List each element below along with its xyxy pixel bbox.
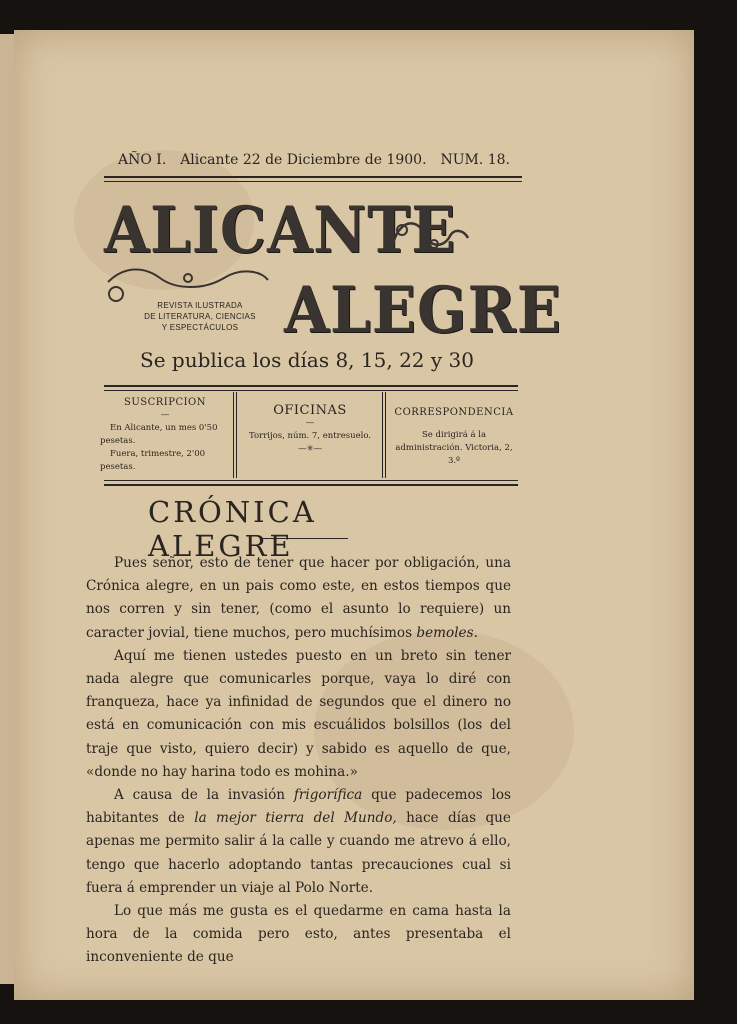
correspondence-line-1: Se dirigirá á la administración. Victoria, 2, 3.º xyxy=(395,430,513,466)
paragraph-2: Aquí me tienen ustedes puesto en un breto sin tener nada alegre que comunicarles porque, vaya lo diré con franqueza, hace ya infinidad de segundos que el dinero no está en comunicación con mis escuálidos bolsillos (los del traje que visto, quiero decir) y sabido es aquello de que, «donde no hay harina todo es mohina.» xyxy=(86,647,511,780)
offices-box: OFICINAS — Torrijos, núm. 7, entresuelo. —✳— xyxy=(240,404,380,456)
correspondence-box xyxy=(392,406,516,468)
masthead-title-line2: ALEGRE xyxy=(284,272,562,348)
info-bottom-rule-thin xyxy=(104,480,518,481)
subscription-line-2: Fuera, trimestre, 2'00 pesetas. xyxy=(100,449,206,472)
subscription-line-1: En Alicante, un mes 0'50 pesetas. xyxy=(100,423,218,446)
divider-1 xyxy=(233,392,234,478)
issue-year: AÑO I. xyxy=(118,152,167,168)
info-bottom-rule xyxy=(104,484,518,486)
subtitle-line-3: Y ESPECTÁCULOS xyxy=(161,323,239,332)
header-rule xyxy=(104,176,522,178)
info-top-rule-thin xyxy=(104,390,518,391)
ornament-flourish-icon xyxy=(388,208,472,260)
publication-schedule: Se publica los días 8, 15, 22 y 30 xyxy=(140,348,474,372)
heading-underline xyxy=(262,538,348,539)
divider-1b xyxy=(236,392,237,478)
subtitle-line-2: DE LITERATURA, CIENCIAS xyxy=(144,312,256,321)
paragraph-3: A causa de la invasión frigorífica que padecemos los habitantes de la mejor tierra del Mundo, hace días que apenas me permito salir á la calle y cuando me atrevo á ello, tengo que hacerlo adoptando tantas precauciones cual si fuera á emprender un viaje al Polo Norte. xyxy=(86,787,511,896)
issue-number: NUM. 18. xyxy=(440,152,510,168)
star-ornament-icon: —✳— xyxy=(297,444,323,454)
subscription-title: SUSCRIPCION xyxy=(123,397,207,408)
subscription-box: SUSCRIPCION — En Alicante, un mes 0'50 pesetas. Fuera, trimestre, 2'00 pesetas. xyxy=(100,396,230,474)
issue-place-date: Alicante 22 de Diciembre de 1900. xyxy=(180,152,427,168)
divider-2 xyxy=(382,392,383,478)
paragraph-4: Lo que más me gusta es el quedarme en cama hasta la hora de la comida pero esto, antes presentaba el inconveniente de que xyxy=(86,903,511,966)
masthead-subtitle xyxy=(120,300,280,333)
masthead-title-line1: ALICANTE xyxy=(104,192,457,268)
info-top-rule xyxy=(104,385,518,387)
issue-header xyxy=(118,152,510,168)
header-rule-thin xyxy=(104,181,522,182)
correspondence-title: CORRESPONDENCIA xyxy=(394,407,514,418)
paragraph-1: Pues señor, esto de tener que hacer por obligación, una Crónica alegre, en un pais como este, en estos tiempos que nos corren y sin tener, (como el asunto lo requiere) un caracter jovial, tiene muchos, pero muchísimos bemoles. xyxy=(86,555,511,641)
subtitle-line-1: REVISTA ILUSTRADA xyxy=(157,301,243,310)
divider-2b xyxy=(385,392,386,478)
offices-title: OFICINAS xyxy=(273,403,347,418)
article-body xyxy=(86,552,511,970)
offices-line-1: Torrijos, núm. 7, entresuelo. xyxy=(249,431,371,441)
article-heading: CRÓNICA ALEGRE xyxy=(148,495,317,563)
